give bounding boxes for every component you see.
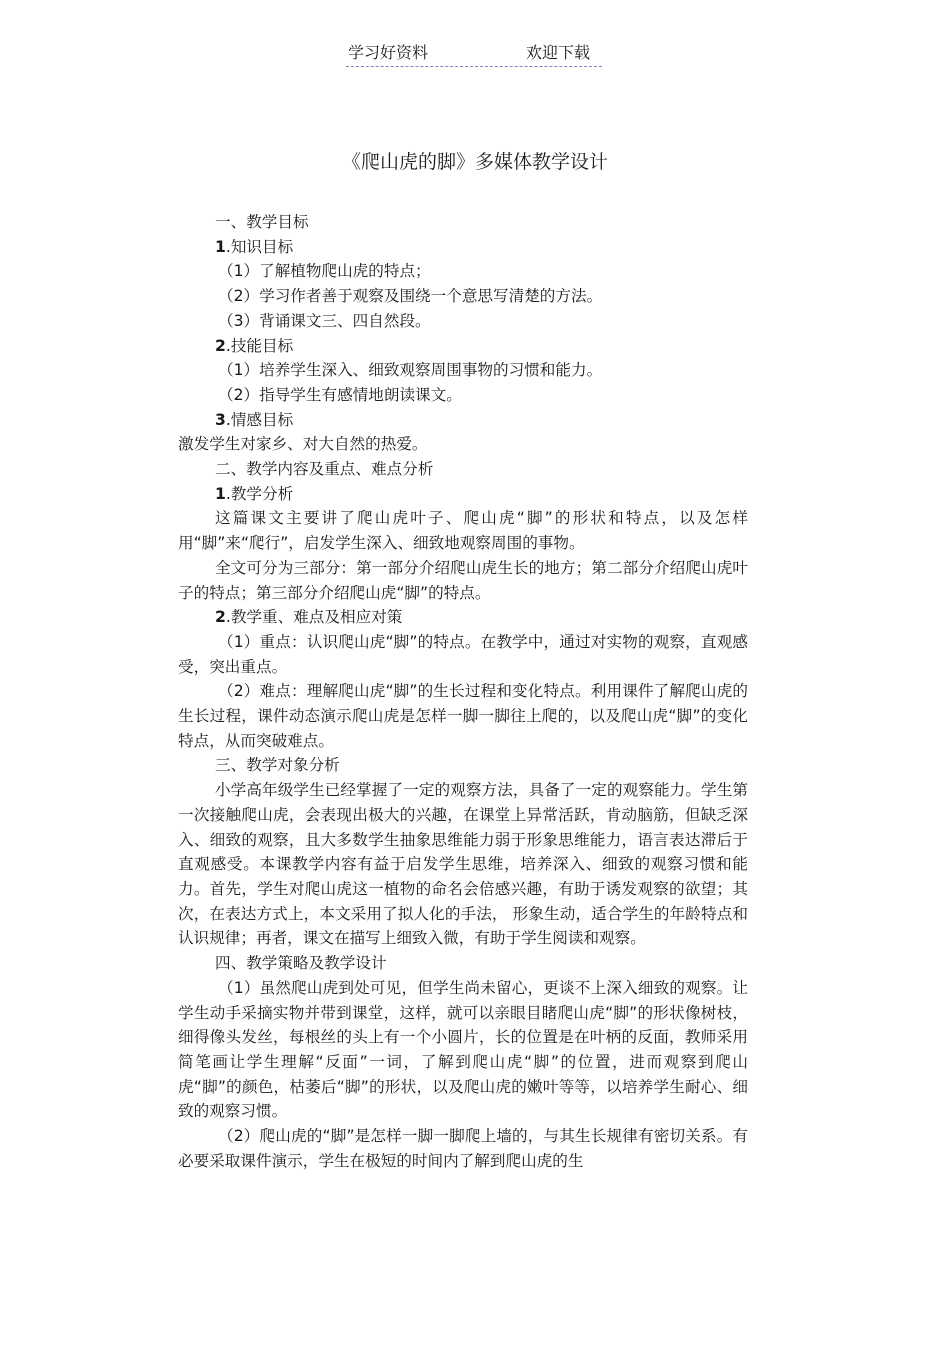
subheading-text: .情感目标 bbox=[225, 410, 294, 429]
paragraph: （2）难点：理解爬山虎“脚”的生长过程和变化特点。利用课件了解爬山虎的生长过程，课件动态演示爬山虎是怎样一脚一脚往上爬的，以及爬山虎“脚”的变化特点，从而突破难点。 bbox=[178, 682, 748, 750]
section-heading: 一、教学目标 bbox=[215, 213, 309, 231]
paragraph: （1）虽然爬山虎到处可见，但学生尚未留心，更谈不上深入细致的观察。让学生动手采摘实物并带到课堂，这样，就可以亲眼目睹爬山虎“脚”的形状像树枝，细得像头发丝，每根丝的头上有一个小圆片，长的位置是在叶柄的反面，教师采用简笔画让学生理解“反面”一词，了解到爬山虎“脚”的位置，进而观察到爬山虎“脚”的颜色，枯萎后“脚”的形状，以及爬山虎的嫩叶等等，以培养学生耐心、细致的观察习惯。 bbox=[178, 978, 748, 1121]
subheading-text: .知识目标 bbox=[225, 237, 294, 256]
subheading bbox=[178, 235, 748, 260]
subheading-text: .技能目标 bbox=[225, 336, 294, 355]
paragraph: （1）重点：认识爬山虎“脚”的特点。在教学中，通过对实物的观察，直观感受，突出重点。 bbox=[178, 632, 748, 676]
subheading bbox=[178, 334, 748, 359]
subheading-number: 2 bbox=[215, 336, 226, 355]
subheading-number: 1 bbox=[215, 237, 226, 256]
list-item: （2）学习作者善于观察及围绕一个意思写清楚的方法。 bbox=[218, 287, 603, 306]
list-item: （1）培养学生深入、细致观察周围事物的习惯和能力。 bbox=[218, 361, 603, 380]
subheading-text: .教学分析 bbox=[225, 484, 294, 503]
page-header bbox=[346, 44, 602, 67]
paragraph: （2）爬山虎的“脚”是怎样一脚一脚爬上墙的，与其生长规律有密切关系。有必要采取课件演示，学生在极短的时间内了解到爬山虎的生 bbox=[178, 1127, 748, 1170]
subheading bbox=[178, 482, 748, 507]
section-heading: 三、教学对象分析 bbox=[215, 756, 340, 775]
list-item: （3）背诵课文三、四自然段。 bbox=[218, 311, 431, 330]
document-body bbox=[178, 210, 748, 1173]
subheading bbox=[178, 408, 748, 433]
list-item: （1）了解植物爬山虎的特点； bbox=[218, 262, 431, 281]
document-title: 《爬山虎的脚》多媒体教学设计 bbox=[341, 151, 608, 173]
paragraph: 这篇课文主要讲了爬山虎叶子、爬山虎“脚”的形状和特点，以及怎样用“脚”来“爬行”，启发学生深入、细致地观察周围的事物。 bbox=[178, 509, 748, 553]
header-left-text: 学习好资料 bbox=[348, 43, 429, 62]
subheading-number: 3 bbox=[215, 410, 226, 429]
paragraph: 小学高年级学生已经掌握了一定的观察方法，具备了一定的观察能力。学生第一次接触爬山虎，会表现出极大的兴趣，在课堂上异常活跃，肯动脑筋，但缺乏深入、细致的观察，且大多数学生抽象思维能力弱于形象思维能力，语言表达滞后于直观感受。本课教学内容有益于启发学生思维，培养深入、细致的观察习惯和能力。首先，学生对爬山虎这一植物的命名会倍感兴趣，有助于诱发观察的欲望；其次，在表达方式上，本文采用了拟人化的手法， 形象生动，适合学生的年龄特点和认识规律；再者，课文在描写上细致入微，有助于学生阅读和观察。 bbox=[178, 781, 748, 948]
subheading-number: 1 bbox=[215, 484, 226, 503]
list-item: （2）指导学生有感情地朗读课文。 bbox=[218, 385, 462, 404]
section-heading: 四、教学策略及教学设计 bbox=[215, 954, 387, 973]
paragraph: 激发学生对家乡、对大自然的热爱。 bbox=[178, 435, 428, 454]
subheading bbox=[178, 605, 748, 630]
section-heading: 二、教学内容及重点、难点分析 bbox=[215, 460, 434, 479]
header-right-text: 欢迎下载 bbox=[526, 43, 591, 62]
subheading-text: .教学重、难点及相应对策 bbox=[225, 608, 403, 627]
paragraph: 全文可分为三部分：第一部分介绍爬山虎生长的地方；第二部分介绍爬山虎叶子的特点；第三部分介绍爬山虎“脚”的特点。 bbox=[178, 558, 748, 602]
subheading-number: 2 bbox=[215, 608, 226, 627]
